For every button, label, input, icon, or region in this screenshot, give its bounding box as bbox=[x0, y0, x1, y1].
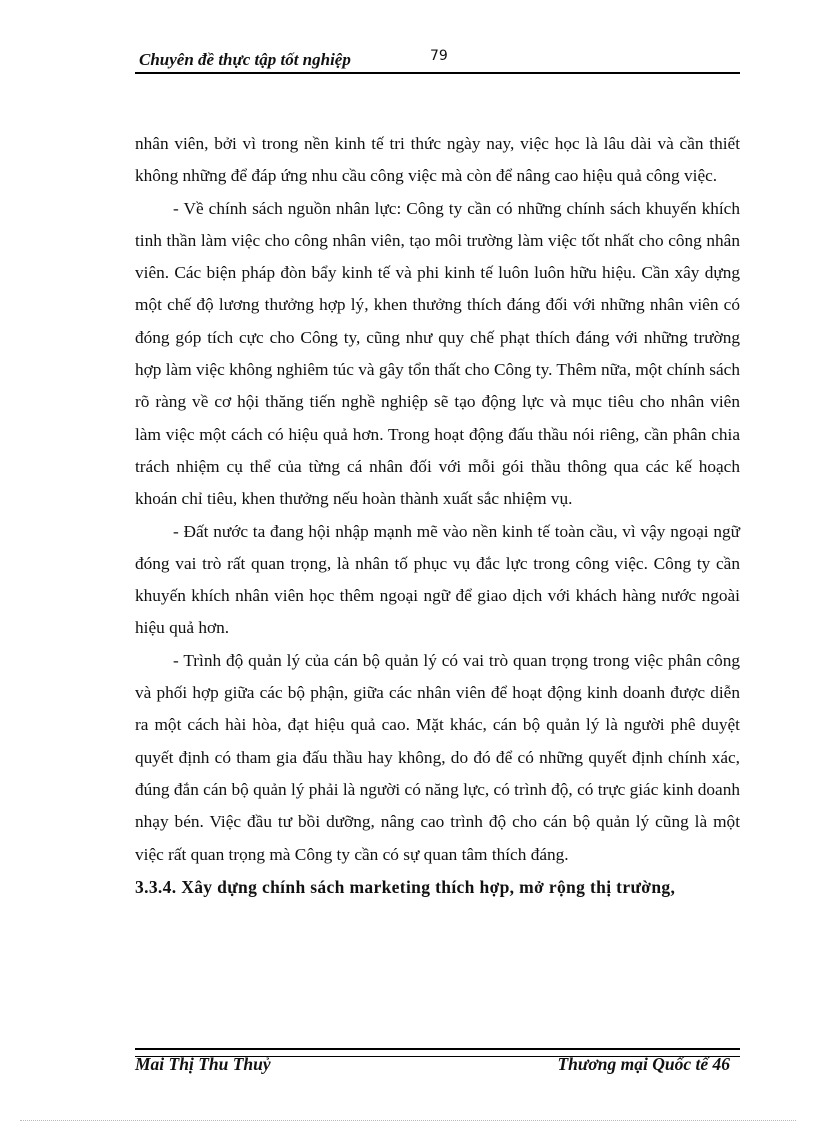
paragraph-foreign-language: - Đất nước ta đang hội nhập mạnh mẽ vào nền kinh tế toàn cầu, vì vậy ngoại ngữ đóng vai trò rất quan trọng, là nhân tố phục vụ đắc lực trong công việc. Công ty cần khuyến khích nhân viên học thêm ngoại ngữ để giao dịch với khách hàng nước ngoài hiệu quả hơn. bbox=[135, 521, 740, 638]
paragraph-hr-policy: - Về chính sách nguồn nhân lực: Công ty cần có những chính sách khuyến khích tinh thần làm việc cho công nhân viên, tạo môi trường làm việc tốt nhất cho công nhân viên. Các biện pháp đòn bẩy kinh tế và phi kinh tế luôn luôn hữu hiệu. Cần xây dựng một chế độ lương thưởng hợp lý, khen thưởng thích đáng đối với những nhân viên có đóng góp tích cực cho Công ty, cũng như quy chế phạt thích đáng với những trường hợp làm việc không nghiêm túc và gây tổn thất cho Công ty. Thêm nữa, một chính sách rõ ràng về cơ hội thăng tiến nghề nghiệp sẽ tạo động lực và mục tiêu cho nhân viên làm việc một cách có hiệu quả hơn. Trong hoạt động đấu thầu nói riêng, cần phân chia trách nhiệm cụ thể của từng cá nhân đối với mỗi gói thầu thông qua các kế hoạch khoán chỉ tiêu, khen thưởng nếu hoàn thành xuất sắc nhiệm vụ. bbox=[135, 198, 740, 509]
paragraph-management: - Trình độ quản lý của cán bộ quản lý có vai trò quan trọng trong việc phân công và phối hợp giữa các bộ phận, giữa các nhân viên để hoạt động kinh doanh được diễn ra một cách hài hòa, đạt hiệu quả cao. Mặt khác, cán bộ quản lý là người phê duyệt quyết định có tham gia đấu thầu hay không, do đó để có những quyết định chính xác, đúng đắn cán bộ quản lý phải là người có năng lực, có trình độ, có trực giác kinh doanh nhạy bén. Việc đầu tư bồi dưỡng, nâng cao trình độ cho cán bộ quản lý cũng là một việc rất quan trọng mà Công ty cần có sự quan tâm thích đáng. bbox=[135, 650, 740, 864]
paragraph-continuation: nhân viên, bởi vì trong nền kinh tế tri thức ngày nay, việc học là lâu dài và cần thiết không những để đáp ứng nhu cầu công việc mà còn để nâng cao hiệu quả công việc. bbox=[135, 134, 740, 186]
footer-author: Mai Thị Thu Thuỷ bbox=[135, 1054, 271, 1074]
footer-class-label: Thương mại Quốc tế 46 bbox=[557, 1054, 730, 1074]
page-number: 79 bbox=[430, 48, 448, 64]
header-title: Chuyên đề thực tập tốt nghiệp bbox=[139, 50, 351, 69]
body-text bbox=[135, 128, 740, 903]
page-header bbox=[135, 46, 740, 74]
section-heading: 3.3.4. Xây dựng chính sách marketing thích hợp, mở rộng thị trường, bbox=[135, 876, 676, 897]
page-edge-dotted-line bbox=[20, 1120, 796, 1121]
